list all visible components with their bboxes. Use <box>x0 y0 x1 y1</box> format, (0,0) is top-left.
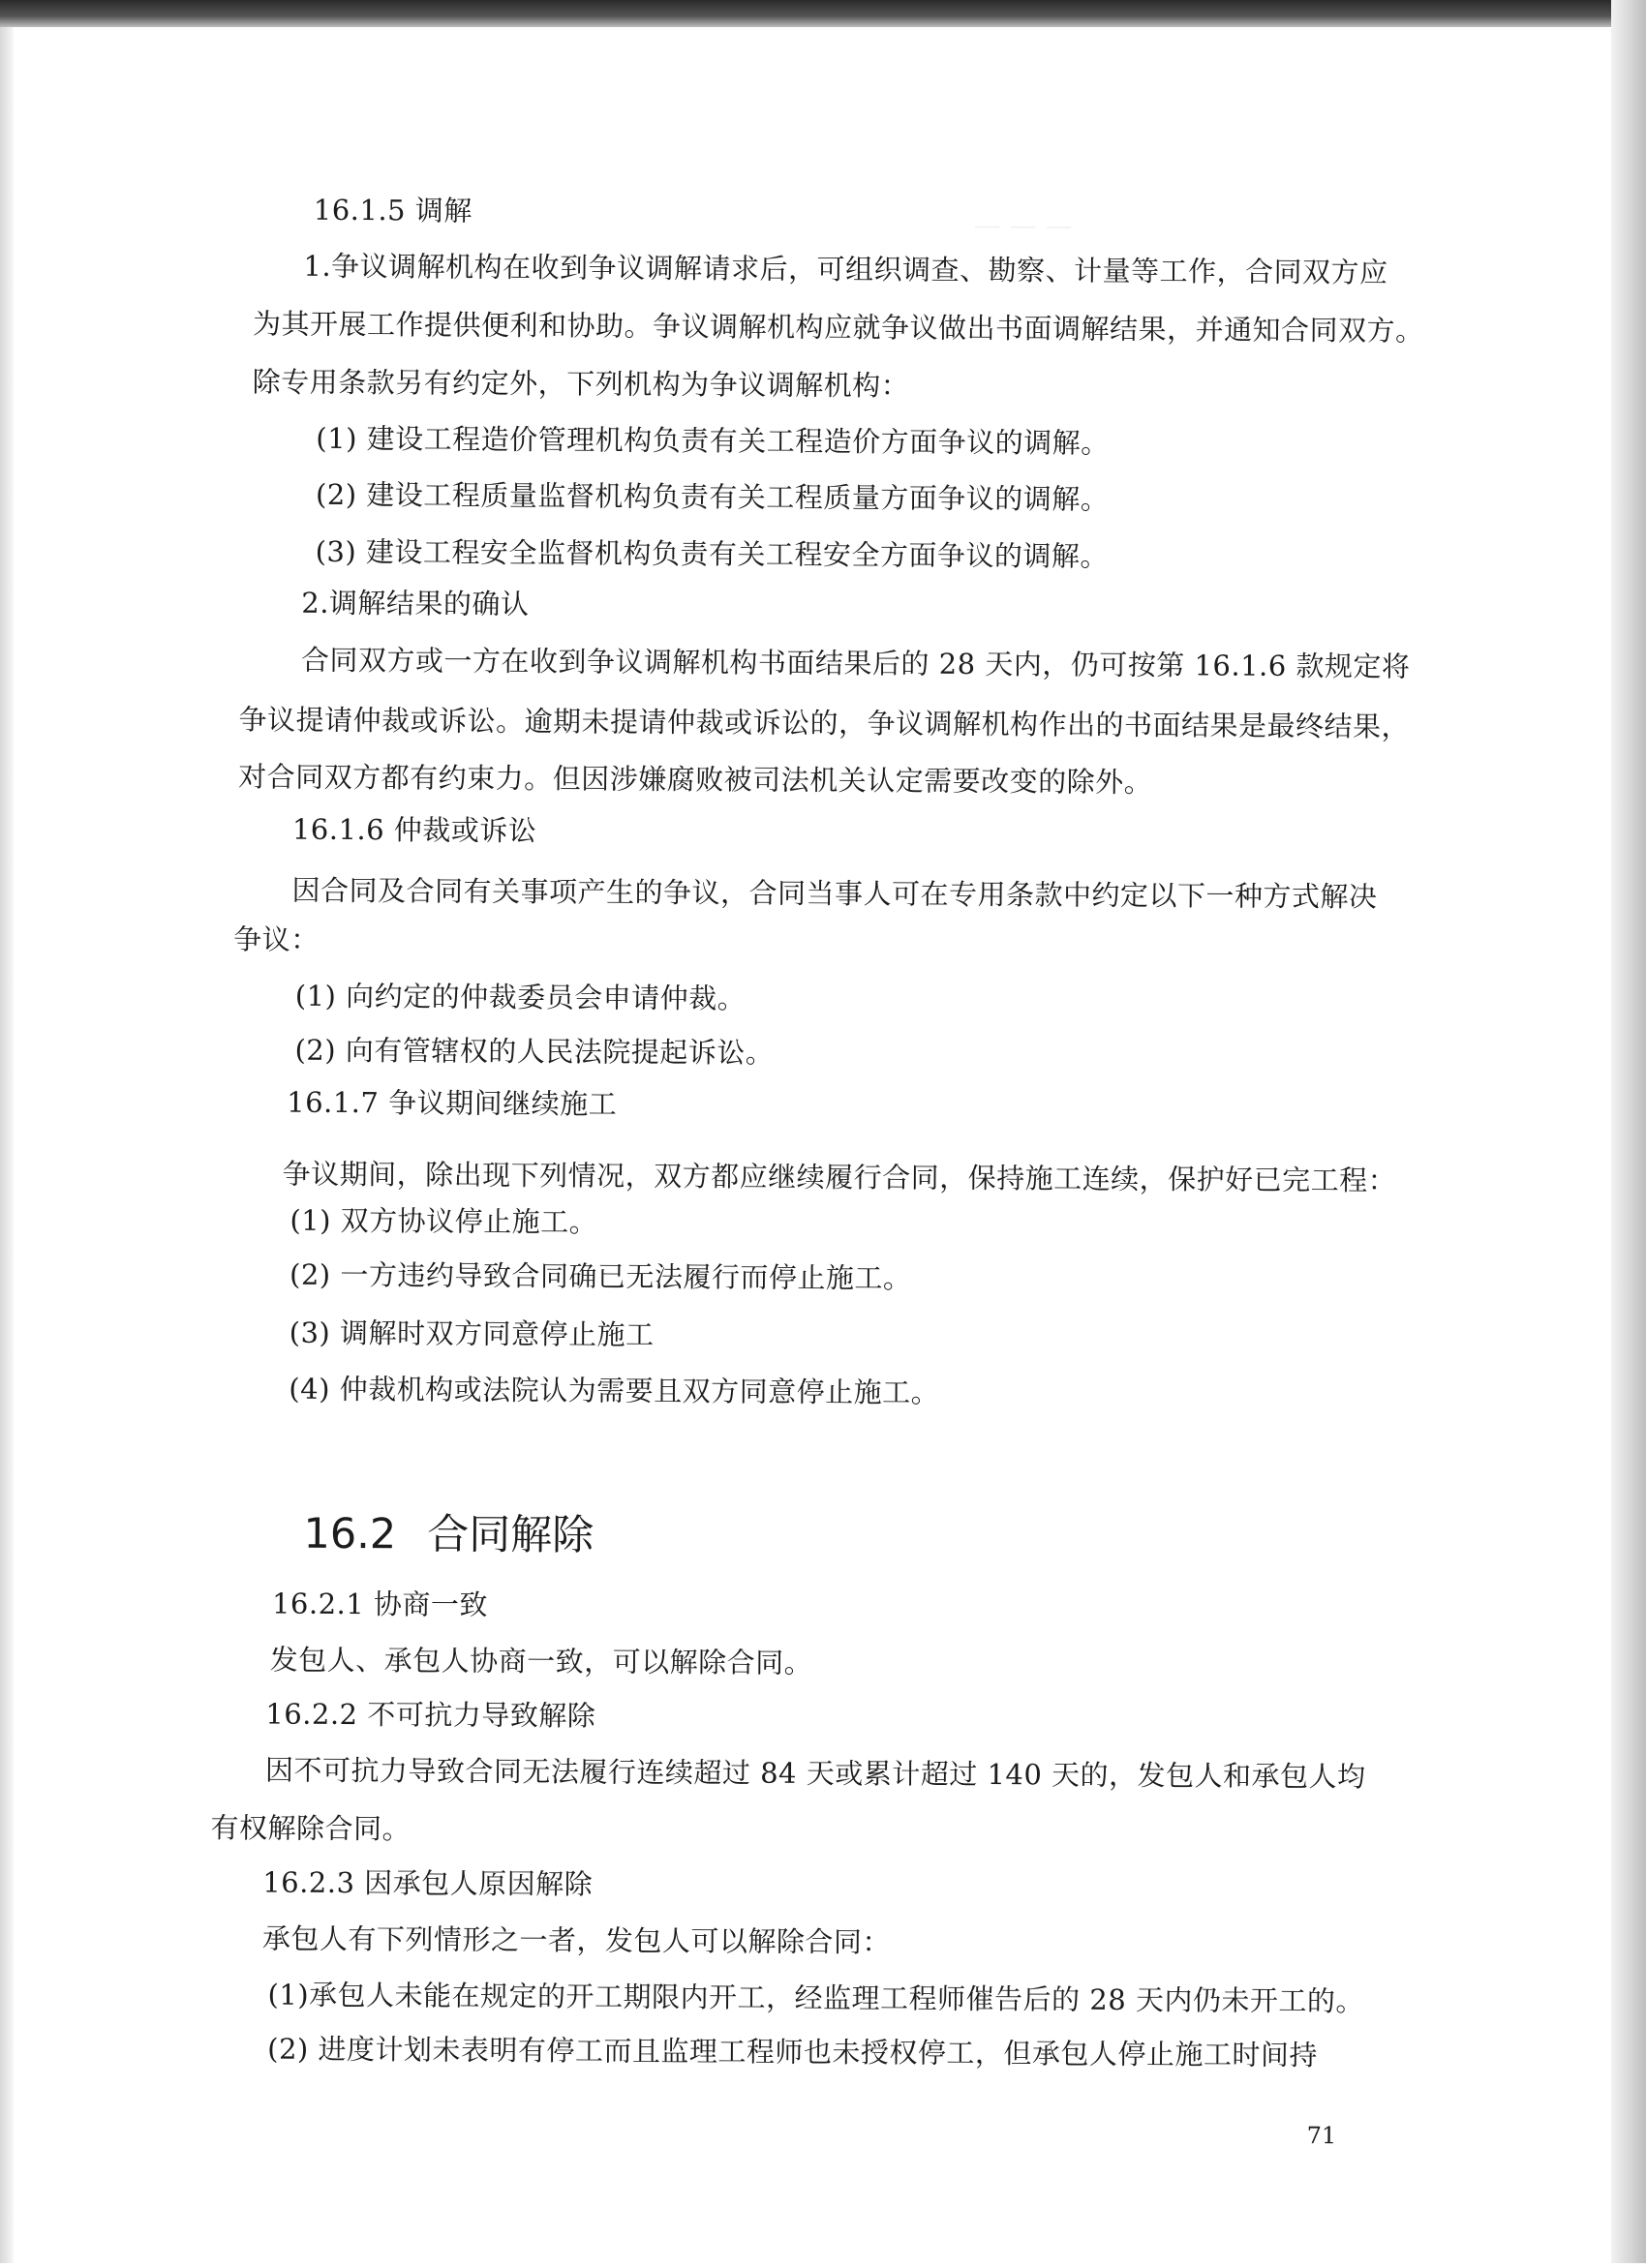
paragraph-line: 争议期间，除出现下列情况，双方都应继续履行合同，保持施工连续，保护好已完工程： <box>282 1157 1397 1197</box>
paragraph-line: 承包人有下列情形之一者，发包人可以解除合同： <box>261 1921 892 1959</box>
section-title: 合同解除 <box>427 1510 594 1560</box>
heading-16-2-2: 16.2.2 不可抗力导致解除 <box>265 1697 596 1733</box>
heading-16-2-3: 16.2.3 因承包人原因解除 <box>262 1865 594 1901</box>
list-item: (4) 仲裁机构或法院认为需要且双方同意停止施工。 <box>289 1372 940 1409</box>
list-item: (1)承包人未能在规定的开工期限内开工，经监理工程师催告后的 28 天内仍未开工的。 <box>267 1978 1365 2018</box>
list-item: (1) 向约定的仲裁委员会申请仲裁。 <box>294 979 747 1015</box>
list-item: (3) 调解时双方同意停止施工 <box>289 1315 655 1351</box>
heading-16-1-5: 16.1.5 调解 <box>313 193 472 227</box>
section-number: 16.2 <box>303 1509 397 1559</box>
paragraph-line: 1.争议调解机构在收到争议调解请求后，可组织调查、勘察、计量等工作，合同双方应 <box>303 249 1388 289</box>
heading-16-2-1: 16.2.1 协商一致 <box>271 1587 489 1621</box>
list-item: (3) 建设工程安全监督机构负责有关工程安全方面争议的调解。 <box>315 534 1110 573</box>
paragraph-line: 除专用条款另有约定外，下列机构为争议调解机构： <box>252 365 910 403</box>
paragraph-line: 发包人、承包人协商一致，可以解除合同。 <box>269 1643 813 1679</box>
subheading: 2.调解结果的确认 <box>301 586 530 621</box>
section-heading-16-2 <box>303 1507 594 1563</box>
list-item: (1) 双方协议停止施工。 <box>290 1203 598 1239</box>
paragraph-line: 因不可抗力导致合同无法履行连续超过 84 天或累计超过 140 天的，发包人和承包人均 <box>264 1753 1366 1794</box>
paragraph-line: 为其开展工作提供便利和协助。争议调解机构应就争议做出书面调解结果，并通知合同双方。 <box>252 307 1424 348</box>
list-item: (1) 建设工程造价管理机构负责有关工程造价方面争议的调解。 <box>316 421 1110 460</box>
paragraph-line: 对合同双方都有约束力。但因涉嫌腐败被司法机关认定需要改变的除外。 <box>238 760 1153 800</box>
heading-16-1-7: 16.1.7 争议期间继续施工 <box>287 1085 618 1121</box>
paragraph-line: 有权解除合同。 <box>210 1811 412 1846</box>
paragraph-line: 合同双方或一方在收到争议调解机构书面结果后的 28 天内，仍可按第 16.1.6 款规定将 <box>300 643 1411 683</box>
page-number: 71 <box>1306 2122 1337 2150</box>
list-item: (2) 建设工程质量监督机构负责有关工程质量方面争议的调解。 <box>315 477 1110 516</box>
paragraph-line: 争议提请仲裁或诉讼。逾期未提请仲裁或诉讼的，争议调解机构作出的书面结果是最终结果， <box>238 703 1411 743</box>
heading-16-1-6: 16.1.6 仲裁或诉讼 <box>291 812 537 848</box>
list-item: (2) 向有管辖权的人民法院提起诉讼。 <box>294 1033 775 1070</box>
list-item: (2) 一方违约导致合同确已无法履行而停止施工。 <box>289 1257 912 1295</box>
bleed-through-text: — — — <box>973 208 1073 242</box>
paragraph-line: 因合同及合同有关事项产生的争议，合同当事人可在专用条款中约定以下一种方式解决 <box>291 873 1378 914</box>
list-item: (2) 进度计划未表明有停工而且监理工程师也未授权停工，但承包人停止施工时间持 <box>267 2032 1319 2072</box>
paragraph-line: 争议： <box>233 922 320 956</box>
